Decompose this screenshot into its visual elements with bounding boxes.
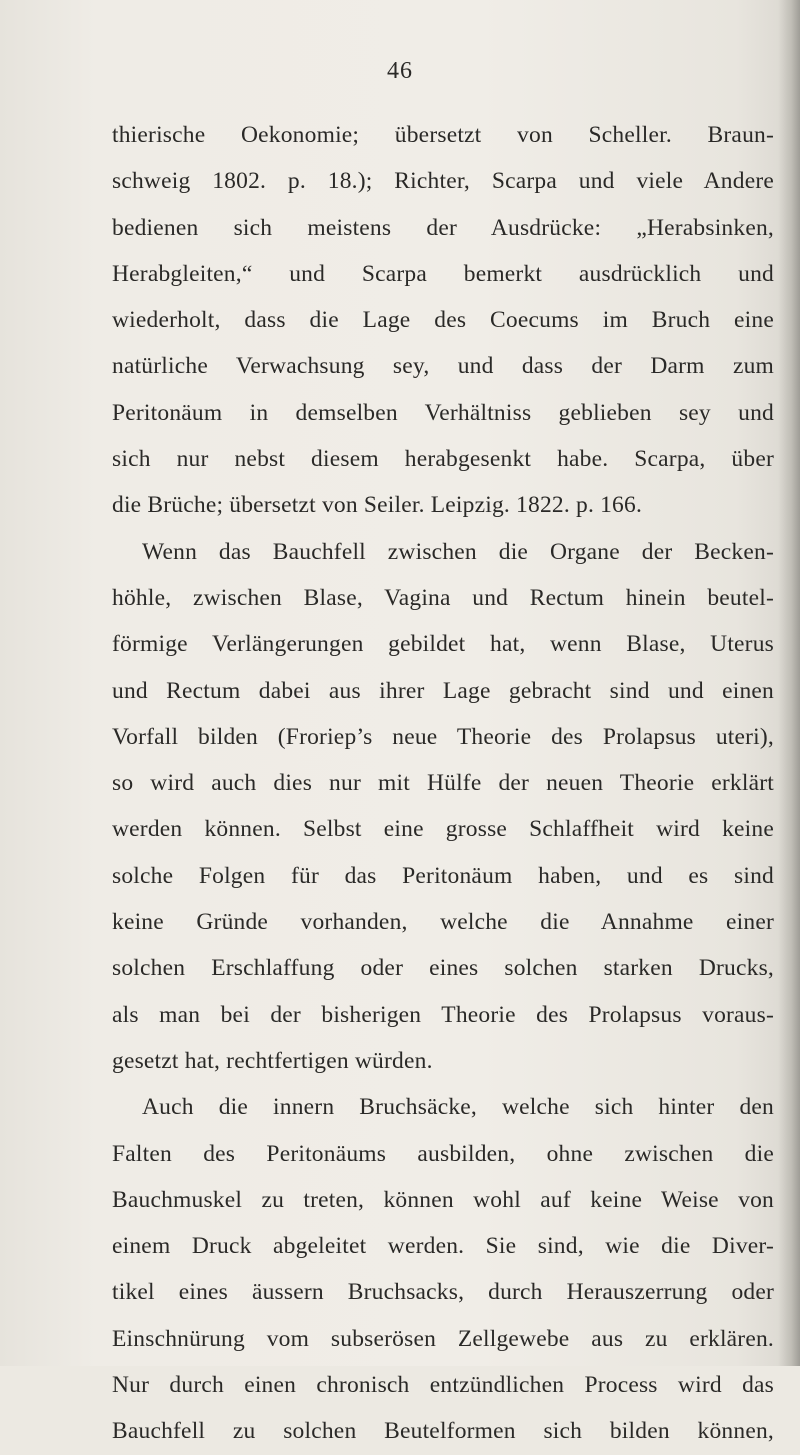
text-line: Einschnürung vom subserösen Zellgewebe aus zu erklären. — [112, 1325, 774, 1352]
text-line: förmige Verlängerungen gebildet hat, wenn Blase, Uterus — [112, 631, 774, 658]
text-line: thierische Oekonomie; übersetzt von Scheller. Braun- — [112, 122, 774, 148]
page-number: 46 — [387, 58, 413, 84]
text-line: werden können. Selbst eine grosse Schlaffheit wird keine — [112, 816, 774, 843]
text-line: höhle, zwischen Blase, Vagina und Rectum hinein beutel- — [112, 584, 774, 611]
text-line: Vorfall bilden (Froriep’s neue Theorie des Prolapsus uteri), — [112, 723, 774, 750]
text-line: einem Druck abgeleitet werden. Sie sind, wie die Diver- — [112, 1233, 774, 1260]
text-line: so wird auch dies nur mit Hülfe der neuen Theorie erklärt — [112, 770, 774, 797]
text-line: Bauchfell zu solchen Beutelformen sich bilden können, — [112, 1418, 774, 1445]
text-line: solche Folgen für das Peritonäum haben, und es sind — [112, 862, 774, 889]
text-line: natürliche Verwachsung sey, und dass der Darm zum — [112, 353, 774, 380]
text-line: und Rectum dabei aus ihrer Lage gebracht sind und einen — [112, 677, 774, 704]
text-line: Wenn das Bauchfell zwischen die Organe der Becken- — [142, 538, 774, 565]
text-line: keine Gründe vorhanden, welche die Annahme einer — [112, 909, 774, 936]
text-line: als man bei der bisherigen Theorie des Prolapsus voraus- — [112, 1001, 774, 1028]
text-line: Bauchmuskel zu treten, können wohl auf keine Weise von — [112, 1186, 774, 1213]
text-line: die Brüche; übersetzt von Seiler. Leipzig. 1822. p. 166. — [112, 492, 643, 519]
text-line: solchen Erschlaffung oder eines solchen starken Drucks, — [112, 955, 774, 982]
text-line: Falten des Peritonäums ausbilden, ohne zwischen die — [112, 1140, 774, 1167]
text-line: tikel eines äussern Bruchsacks, durch Herauszerrung oder — [112, 1279, 774, 1306]
body-text — [112, 112, 774, 1455]
text-line: wiederholt, dass die Lage des Coecums im Bruch eine — [112, 307, 774, 334]
text-line: gesetzt hat, rechtfertigen würden. — [112, 1047, 433, 1074]
text-line: bedienen sich meistens der Ausdrücke: „Herabsinken, — [112, 214, 774, 241]
text-line: Auch die innern Bruchsäcke, welche sich hinter den — [142, 1094, 774, 1121]
page-edge-shadow — [778, 0, 800, 1366]
text-line: schweig 1802. p. 18.); Richter, Scarpa und viele Andere — [112, 168, 774, 195]
text-line: sich nur nebst diesem herabgesenkt habe. Scarpa, über — [112, 446, 774, 473]
text-line: Peritonäum in demselben Verhältniss geblieben sey und — [112, 399, 774, 426]
text-line: Herabgleiten,“ und Scarpa bemerkt ausdrücklich und — [112, 260, 774, 287]
text-line: Nur durch einen chronisch entzündlichen Process wird das — [112, 1372, 774, 1399]
